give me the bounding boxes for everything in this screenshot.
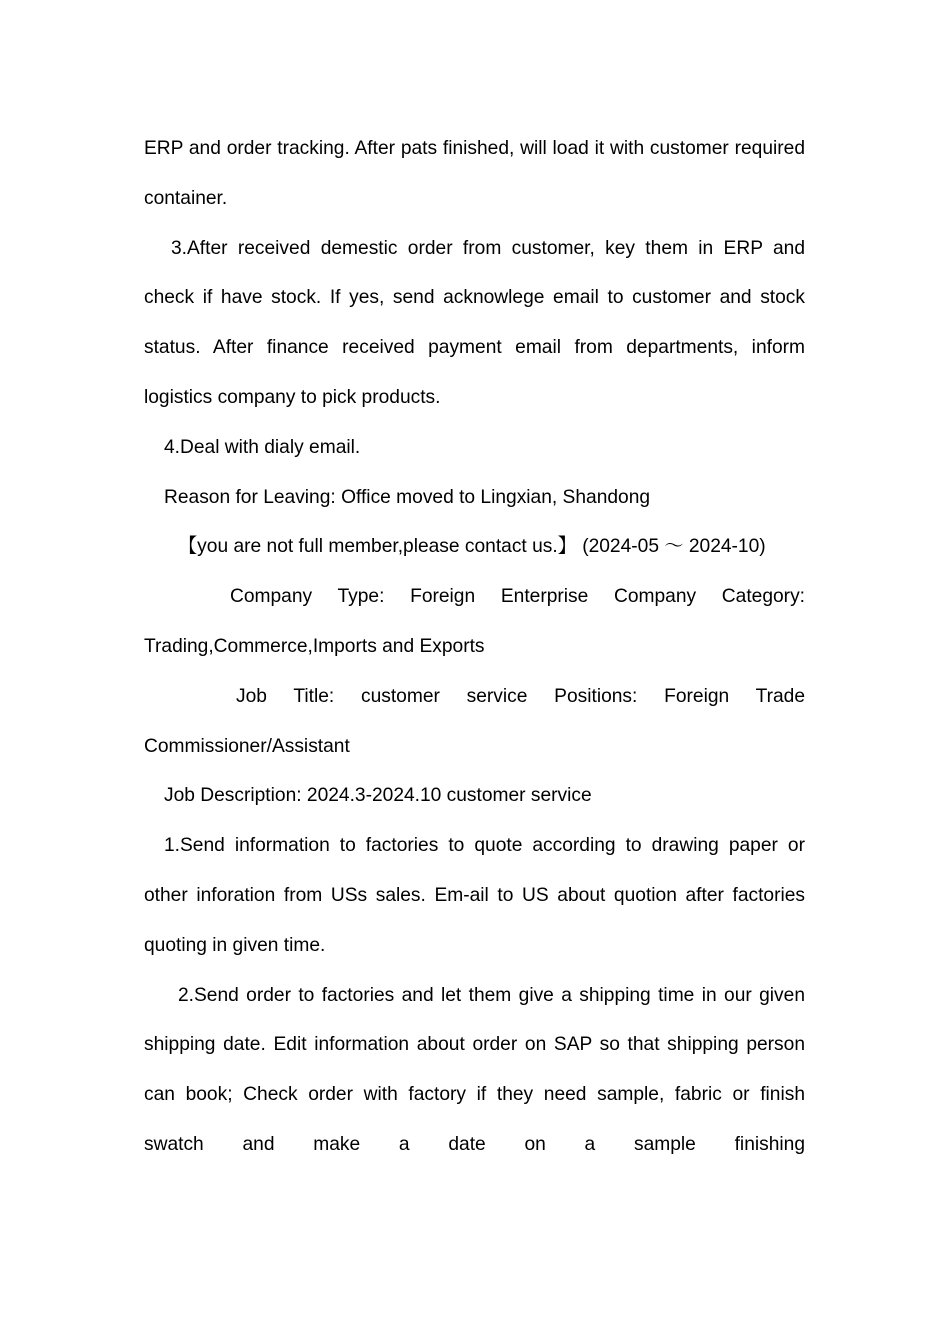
paragraph-job-period: 【you are not full member,please contact us.】 (2024-05 ～ 2024-10) (178, 536, 766, 558)
paragraph-domestic-order: 3.After received demestic order from customer, key them in ERP and check if have stock. If yes, send acknowlege email to customer and stock status. After finance received payment email from departments, inform logistics company to pick products. (144, 237, 805, 408)
paragraph-job-description: Job Description: 2024.3-2024.10 customer service (164, 785, 592, 807)
paragraph-company-type: Company Type: Foreign Enterprise Company Category: Trading,Commerce,Imports and Exports (144, 586, 805, 657)
paragraph-job-title: Job Title: customer service Positions: Foreign Trade Commissioner/Assistant (144, 685, 805, 757)
paragraph-send-order: 2.Send order to factories and let them give a shipping time in our given shipping date. Edit information about order on SAP so that shipping person can book; Check order with factory if they need sample, fabric or finish swatch and make a date on a sample finishing (144, 984, 805, 1155)
paragraph-daily-email: 4.Deal with dialy email. (164, 436, 361, 458)
document-body (144, 124, 805, 1170)
paragraph-send-information: 1.Send information to factories to quote according to drawing paper or other inforation from USs sales. Em-ail to US about quotion after factories quoting in given time. (144, 835, 805, 956)
paragraph-reason-for-leaving: Reason for Leaving: Office moved to Lingxian, Shandong (164, 486, 651, 508)
paragraph-erp-order-tracking: ERP and order tracking. After pats finished, will load it with customer required container. (144, 138, 805, 209)
